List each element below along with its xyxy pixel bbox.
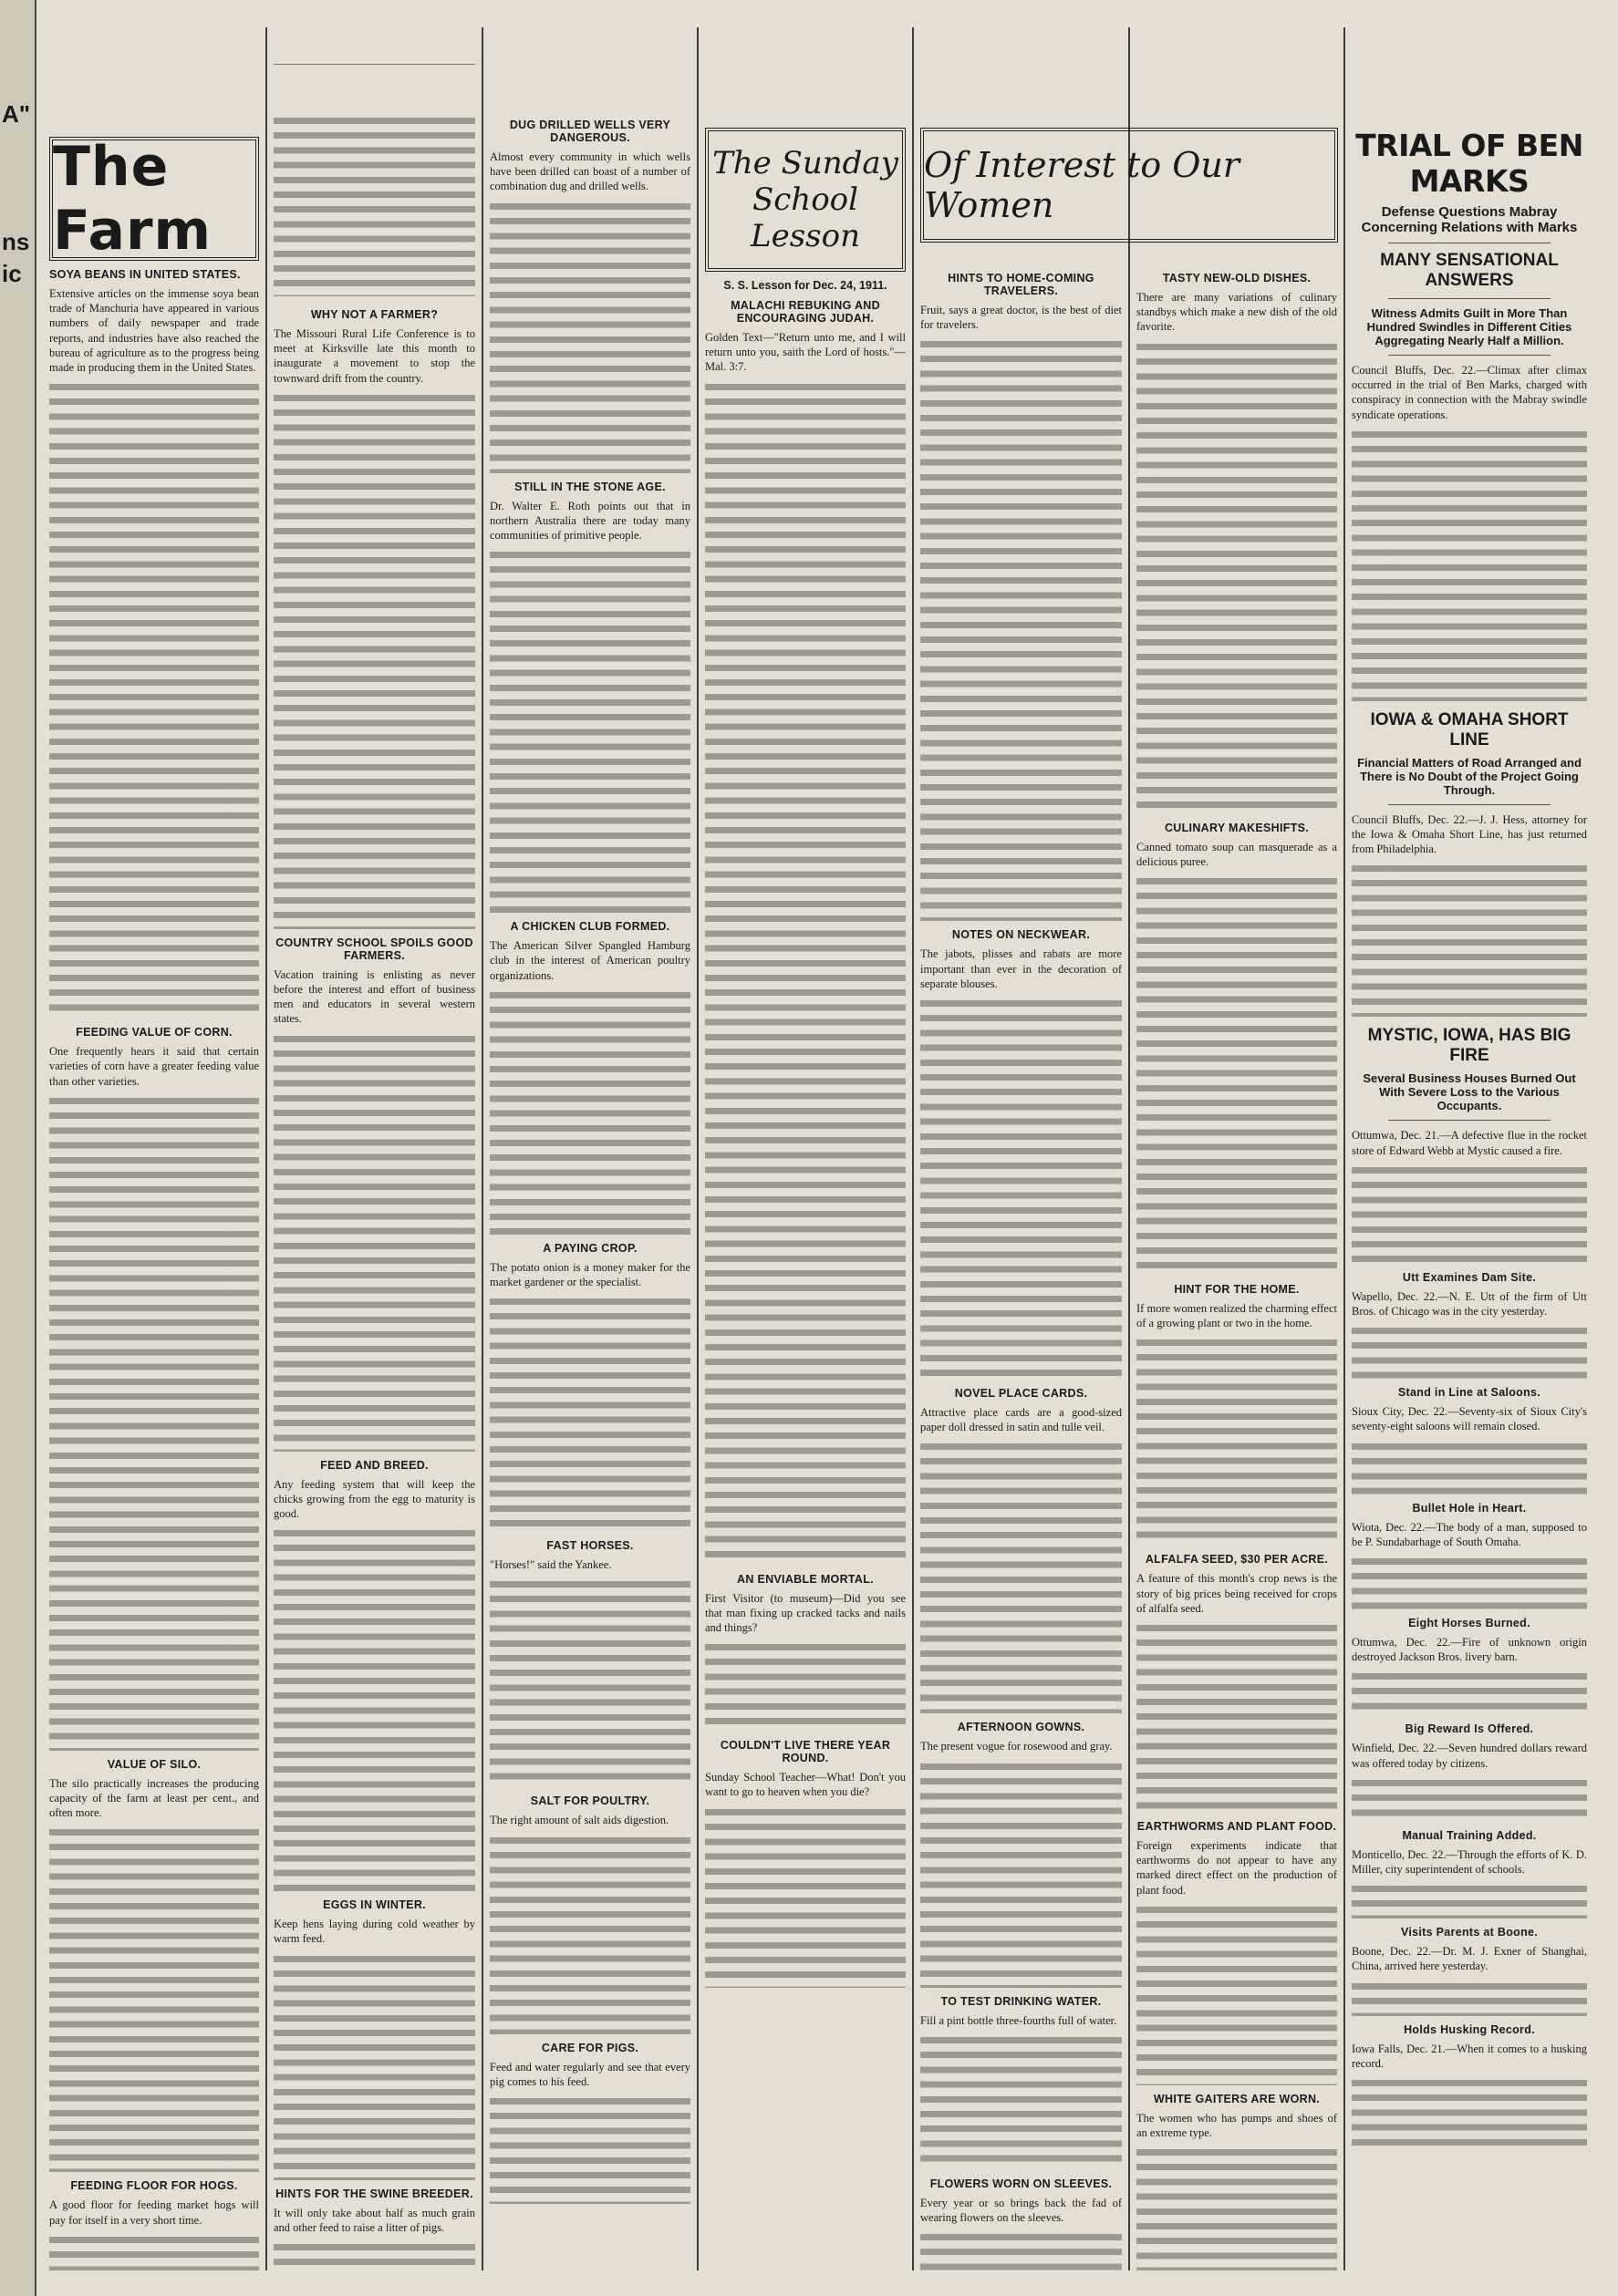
article-headline: TO TEST DRINKING WATER. xyxy=(940,1994,1102,2008)
article-headline: WHITE GAITERS ARE WORN. xyxy=(1153,2092,1321,2105)
story-deck: Financial Matters of Road Arranged and There is No Doubt of the Project Going Through. xyxy=(1357,755,1582,797)
article-lead: Attractive place cards are a good-sized paper doll dressed in satin and tulle veil. xyxy=(920,1406,1122,1434)
article-lead: Any feeding system that will keep the chicks growing from the egg to maturity is good. xyxy=(274,1477,475,1521)
article-headline: EGGS IN WINTER. xyxy=(323,1898,426,1912)
column-rule xyxy=(912,27,914,2270)
story-deck: Defense Questions Mabray Concerning Relations with Marks xyxy=(1361,204,1578,235)
article-lead: Canned tomato soup can masquerade as a delicious puree. xyxy=(1136,840,1337,868)
brief-headline: Utt Examines Dam Site. xyxy=(1402,1270,1537,1284)
deck-divider xyxy=(1388,298,1551,299)
brief-headline: Bullet Hole in Heart. xyxy=(1412,1501,1527,1515)
article-body xyxy=(274,391,475,929)
article-body xyxy=(920,2033,1122,2170)
edge-fragment: ic xyxy=(2,260,22,287)
article-lead: The potato onion is a money maker for the market gardener or the specialist. xyxy=(490,1260,690,1289)
article-body xyxy=(920,1760,1122,1988)
article-lead: Keep hens laying during cold weather by warm feed. xyxy=(274,1918,475,1946)
article-lead: First Visitor (to museum)—Did you see that man fixing up cracked tacks and nails and things? xyxy=(705,1591,906,1635)
column-rule xyxy=(697,27,699,2270)
article-body xyxy=(920,2230,1122,2270)
article-headline: IOWA & OMAHA SHORT LINE xyxy=(1370,709,1569,750)
brief-body xyxy=(1352,1555,1587,1609)
brief-headline: Stand in Line at Saloons. xyxy=(1397,1386,1541,1400)
article-body xyxy=(49,2233,259,2270)
article-headline: FAST HORSES. xyxy=(546,1539,634,1553)
article-lead: If more women realized the charming effect of a growing plant or two in the home. xyxy=(1136,1302,1337,1330)
article-body xyxy=(274,1526,475,1891)
story-deck: Witness Admits Guilt in More Than Hundred Swindles in Different Cities Aggregating Nearly Half a Million. xyxy=(1366,306,1572,347)
article-body xyxy=(274,1032,475,1452)
article-headline: ALFALFA SEED, $30 PER ACRE. xyxy=(1145,1553,1329,1567)
article-body xyxy=(1136,1903,1337,2085)
women-section-header xyxy=(920,128,1338,243)
article-lead: Council Bluffs, Dec. 22.—J. J. Hess, attorney for the Iowa & Omaha Short Line, has just returned from Philadelphia. xyxy=(1352,812,1587,856)
brief-body xyxy=(1352,1882,1587,1919)
column-farm xyxy=(44,27,264,2270)
article-body xyxy=(705,380,906,1566)
brief-headline: Big Reward Is Offered. xyxy=(1405,1722,1534,1736)
edge-fragment: A" xyxy=(2,100,31,128)
section-title: School Lesson xyxy=(751,181,860,254)
article-lead: The silo practically increases the producing capacity of the farm at least per cent., and often more. xyxy=(49,1776,259,1820)
brief-lead: Wiota, Dec. 22.—The body of a man, supposed to be P. Sundabarhage of South Omaha. xyxy=(1352,1520,1587,1548)
article-body xyxy=(920,337,1122,921)
article-body xyxy=(705,1640,906,1732)
article-headline: TASTY NEW-OLD DISHES. xyxy=(1162,272,1312,284)
article-lead: Vacation training is enlisting as never before the interest and effort of business men and educators in several western states. xyxy=(274,967,475,1026)
article-lead: The Missouri Rural Life Conference is to meet at Kirksville late this month to inaugurate a movement to stop the townward drift from the country. xyxy=(274,327,475,385)
column-iowa-news xyxy=(1346,27,1592,2270)
article-lead: A feature of this month's crop news is the story of big prices being received for crops of alfalfa seed. xyxy=(1136,1572,1337,1615)
article-lead: A good floor for feeding market hogs will pay for itself in a very short time. xyxy=(49,2198,259,2227)
article-lead: One frequently hears it said that certain varieties of corn have a greater feeding value than other varieties. xyxy=(49,1045,259,1088)
brief-headline: Eight Horses Burned. xyxy=(1408,1617,1530,1630)
column-rule xyxy=(265,27,267,2270)
article-body xyxy=(1136,1621,1337,1813)
column-2 xyxy=(268,27,481,2270)
article-lead: Ottumwa, Dec. 21.—A defective flue in the rocket store of Edward Webb at Mystic caused a fire. xyxy=(1352,1129,1587,1157)
column-3 xyxy=(484,27,696,2270)
article-lead: The present vogue for rosewood and gray. xyxy=(920,1740,1113,1753)
article-lead: The women who has pumps and shoes of an extreme type. xyxy=(1136,2111,1337,2140)
article-headline: VALUE OF SILO. xyxy=(107,1757,202,1771)
brief-body xyxy=(1352,1980,1587,2016)
edge-fragment: ns xyxy=(2,228,30,255)
column-5 xyxy=(915,264,1127,2270)
article-body xyxy=(490,548,690,913)
brief-lead: Ottumwa, Dec. 22.—Fire of unknown origin destroyed Jackson Bros. livery barn. xyxy=(1352,1636,1587,1664)
article-lead: Fruit, says a great doctor, is the best of diet for travelers. xyxy=(920,304,1122,332)
article-body xyxy=(1136,2146,1337,2270)
article-lead: Golden Text—"Return unto me, and I will return unto you, saith the Lord of hosts."—Mal. 3:7. xyxy=(705,331,906,374)
brief-headline: Manual Training Added. xyxy=(1402,1828,1537,1842)
column-continuation xyxy=(274,64,475,301)
brief-body xyxy=(1352,1440,1587,1494)
article-headline: DUG DRILLED WELLS VERY DANGEROUS. xyxy=(509,119,671,144)
article-headline: SOYA BEANS IN UNITED STATES. xyxy=(49,268,241,281)
column-sunday-school xyxy=(700,27,911,2270)
deck-divider xyxy=(1388,804,1551,805)
lesson-reference: S. S. Lesson for Dec. 24, 1911. xyxy=(723,279,887,292)
article-headline: MYSTIC, IOWA, HAS BIG FIRE xyxy=(1367,1026,1571,1066)
article-headline: STILL IN THE STONE AGE. xyxy=(514,480,666,493)
brief-body xyxy=(1352,2076,1587,2149)
article-body xyxy=(490,1834,690,2034)
story-deck: MANY SENSATIONAL ANSWERS xyxy=(1380,251,1559,290)
column-rule xyxy=(482,27,483,2270)
article-lead: Feed and water regularly and see that every pig comes to his feed. xyxy=(490,2060,690,2088)
article-body xyxy=(490,1295,690,1532)
column-rule xyxy=(1343,27,1345,2270)
article-lead: The jabots, plisses and rabats are more important than ever in the decoration of separate blouses. xyxy=(920,947,1122,990)
adjacent-page-edge xyxy=(0,0,36,2296)
article-body xyxy=(1352,862,1587,1017)
article-body xyxy=(274,1952,475,2180)
article-headline: FEEDING FLOOR FOR HOGS. xyxy=(70,2179,238,2193)
article-body xyxy=(490,2094,690,2204)
article-headline: HINTS FOR THE SWINE BREEDER. xyxy=(275,2187,473,2200)
brief-lead: Sioux City, Dec. 22.—Seventy-six of Sioux City's seventy-eight saloons will remain closed. xyxy=(1352,1405,1587,1433)
article-lead: There are many variations of culinary standbys which make a new dish of the old favorite. xyxy=(1136,291,1337,334)
article-body xyxy=(1136,874,1337,1276)
section-title: Of Interest to Our Women xyxy=(924,145,1240,225)
article-body xyxy=(1136,340,1337,814)
article-headline: FLOWERS WORN ON SLEEVES. xyxy=(929,2177,1113,2190)
article-body xyxy=(274,2240,475,2270)
brief-lead: Wapello, Dec. 22.—N. E. Utt of the firm of Utt Bros. of Chicago was in the city yesterday. xyxy=(1352,1289,1587,1319)
article-headline: WHY NOT A FARMER? xyxy=(310,308,439,321)
article-headline: MALACHI REBUKING AND ENCOURAGING JUDAH. xyxy=(731,299,880,325)
article-lead: It will only take about half as much grain and other feed to raise a litter of pigs. xyxy=(274,2206,475,2234)
deck-divider xyxy=(1388,355,1551,356)
article-lead: Dr. Walter E. Roth points out that in northern Australia there are today many communities of primitive people. xyxy=(490,499,690,543)
brief-headline: Holds Husking Record. xyxy=(1404,2022,1535,2036)
brief-body xyxy=(1352,1776,1587,1822)
article-lead: "Horses!" said the Yankee. xyxy=(490,1558,612,1572)
farm-section-header xyxy=(49,137,259,261)
article-headline: SALT FOR POULTRY. xyxy=(530,1794,650,1808)
article-body xyxy=(490,200,690,473)
article-body xyxy=(1352,1164,1587,1264)
brief-body xyxy=(1352,1324,1587,1379)
article-lead: Extensive articles on the immense soya bean trade of Manchuria have appeared in various numbers of daily newspaper and trade reports, and industries have also reached the bureau of agriculture as to the progress being made in producing them in the United States. xyxy=(49,287,259,375)
section-title: The Farm xyxy=(53,135,213,263)
story-deck: Several Business Houses Burned Out With Severe Loss to the Various Occupants. xyxy=(1363,1071,1576,1113)
article-headline: HINTS TO HOME-COMING TRAVELERS. xyxy=(948,272,1094,297)
sunday-school-header xyxy=(705,128,906,272)
article-body xyxy=(705,1805,906,1988)
article-body xyxy=(490,988,690,1235)
article-headline: FEEDING VALUE OF CORN. xyxy=(76,1026,233,1039)
article-lead: The right amount of salt aids digestion. xyxy=(490,1814,669,1827)
article-lead: Fill a pint bottle three-fourths full of water. xyxy=(920,2013,1117,2027)
article-headline: CARE FOR PIGS. xyxy=(541,2041,639,2054)
deck-divider xyxy=(1388,1120,1551,1121)
brief-lead: Boone, Dec. 22.—Dr. M. J. Exner of Shanghai, China, arrived here yesterday. xyxy=(1352,1945,1587,1973)
brief-lead: Winfield, Dec. 22.—Seven hundred dollars reward was offered today by citizens. xyxy=(1352,1742,1587,1770)
article-headline: A PAYING CROP. xyxy=(543,1241,638,1255)
article-body xyxy=(49,1094,259,1751)
article-body xyxy=(1352,428,1587,701)
article-lead: Council Bluffs, Dec. 22.—Climax after climax occurred in the trial of Ben Marks, charged with conspiracy in connection with the Mabray swindle syndicate operations. xyxy=(1352,364,1587,421)
brief-body xyxy=(1352,1670,1587,1715)
article-lead: Almost every community in which wells have been drilled can boast of a number of combination dug and drilled wells. xyxy=(490,150,690,193)
brief-lead: Monticello, Dec. 22.—Through the efforts of K. D. Miller, city superintendent of schools. xyxy=(1352,1847,1587,1877)
article-lead: Foreign experiments indicate that earthworms do not appear to have any marked direct effect on the production of plant food. xyxy=(1136,1839,1337,1897)
article-body xyxy=(1136,1336,1337,1546)
article-headline: A CHICKEN CLUB FORMED. xyxy=(510,920,670,934)
article-body xyxy=(920,1440,1122,1713)
brief-headline: Visits Parents at Boone. xyxy=(1400,1926,1539,1939)
column-6 xyxy=(1131,264,1343,2270)
article-headline: COULDN'T LIVE THERE YEAR ROUND. xyxy=(720,1739,891,1765)
article-body xyxy=(490,1577,690,1787)
lead-story-title: TRIAL OF BEN MARKS xyxy=(1355,128,1583,199)
article-body xyxy=(49,1825,259,2172)
article-headline: CULINARY MAKESHIFTS. xyxy=(1164,821,1310,834)
section-title: The Sunday xyxy=(712,145,898,181)
article-lead: Every year or so brings back the fad of wearing flowers on the sleeves. xyxy=(920,2196,1122,2225)
article-body xyxy=(920,997,1122,1380)
article-headline: COUNTRY SCHOOL SPOILS GOOD FARMERS. xyxy=(275,936,473,962)
article-headline: EARTHWORMS AND PLANT FOOD. xyxy=(1136,1820,1337,1834)
article-headline: AN ENVIABLE MORTAL. xyxy=(737,1572,874,1586)
brief-lead: Iowa Falls, Dec. 21.—When it comes to a husking record. xyxy=(1352,2042,1587,2070)
article-lead: The American Silver Spangled Hamburg club in the interest of American poultry organizations. xyxy=(490,939,690,982)
article-headline: HINT FOR THE HOME. xyxy=(1174,1283,1300,1297)
article-headline: NOTES ON NECKWEAR. xyxy=(951,928,1091,942)
article-headline: AFTERNOON GOWNS. xyxy=(957,1721,1085,1734)
article-lead: Sunday School Teacher—What! Don't you want to go to heaven when you die? xyxy=(705,1771,906,1799)
article-body xyxy=(49,380,259,1019)
article-headline: FEED AND BREED. xyxy=(320,1458,429,1472)
article-headline: NOVEL PLACE CARDS. xyxy=(954,1387,1088,1401)
